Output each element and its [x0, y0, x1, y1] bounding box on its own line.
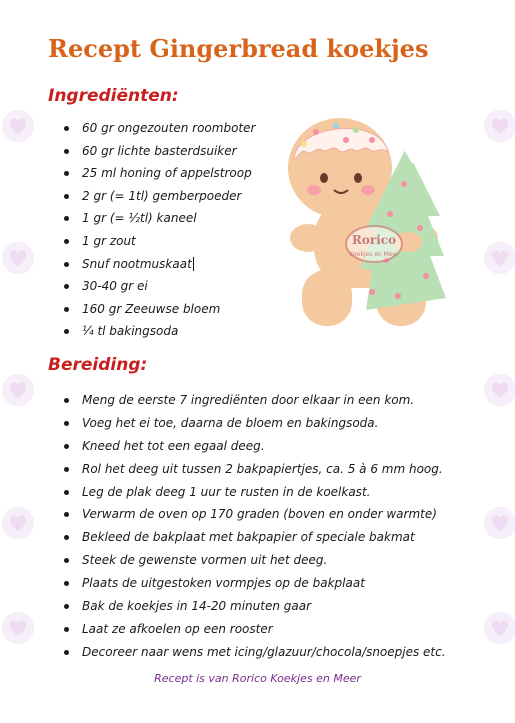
list-item: 1 gr zout [64, 230, 255, 253]
list-item: 30-40 gr ei [64, 275, 255, 298]
list-item: Bekleed de bakplaat met bakpapier of speciale bakmat [64, 526, 446, 549]
list-item: Bak de koekjes in 14-20 minuten gaar [64, 595, 446, 618]
preparation-list [64, 389, 446, 664]
logo-subtext: Koekjes en Meer [349, 251, 399, 258]
heart-cookie-watermark-icon [482, 108, 515, 144]
list-item[interactable] [64, 253, 255, 276]
list-item: ¼ tl bakingsoda [64, 320, 255, 343]
list-item: 160 gr Zeeuwse bloem [64, 298, 255, 321]
list-item: Decoreer naar wens met icing/glazuur/chocola/snoepjes etc. [64, 641, 446, 664]
list-item: 2 gr (= 1tl) gemberpoeder [64, 185, 255, 208]
list-item: Laat ze afkoelen op een rooster [64, 618, 446, 641]
list-item: 60 gr lichte basterdsuiker [64, 140, 255, 163]
list-item: Voeg het ei toe, daarna de bloem en bakingsoda. [64, 412, 446, 435]
heart-cookie-watermark-icon [0, 240, 36, 276]
heart-cookie-watermark-icon [0, 505, 36, 541]
list-item: Leg de plak deeg 1 uur te rusten in de koelkast. [64, 481, 446, 504]
heart-cookie-watermark-icon [482, 372, 515, 408]
heart-cookie-watermark-icon [0, 610, 36, 646]
list-item: 60 gr ongezouten roomboter [64, 117, 255, 140]
list-item: Plaats de uitgestoken vormpjes op de bakplaat [64, 572, 446, 595]
list-item: Verwarm de oven op 170 graden (boven en onder warmte) [64, 503, 446, 526]
list-item: Meng de eerste 7 ingrediënten door elkaar in een kom. [64, 389, 446, 412]
text-cursor [193, 257, 194, 271]
list-item: Kneed het tot een egaal deeg. [64, 435, 446, 458]
preparation-heading: Bereiding: [48, 355, 148, 375]
heart-cookie-watermark-icon [482, 505, 515, 541]
list-item: 1 gr (= ½tl) kaneel [64, 207, 255, 230]
heart-cookie-watermark-icon [482, 610, 515, 646]
heart-cookie-watermark-icon [0, 108, 36, 144]
gingerbread-man-illustration [280, 110, 448, 332]
list-item-text: Snuf nootmuskaat [82, 256, 192, 271]
ingredients-heading: Ingrediënten: [48, 86, 179, 106]
list-item: 25 ml honing of appelstroop [64, 162, 255, 185]
list-item: Rol het deeg uit tussen 2 bakpapiertjes, ca. 5 à 6 mm hoog. [64, 458, 446, 481]
list-item: Steek de gewenste vormen uit het deeg. [64, 549, 446, 572]
heart-cookie-watermark-icon [482, 240, 515, 276]
footer-credit: Recept is van Rorico Koekjes en Meer [154, 672, 361, 685]
ingredients-list [64, 117, 255, 343]
page-title: Recept Gingerbread koekjes [48, 34, 429, 63]
heart-cookie-watermark-icon [0, 372, 36, 408]
logo-text: Rorico [351, 233, 397, 247]
